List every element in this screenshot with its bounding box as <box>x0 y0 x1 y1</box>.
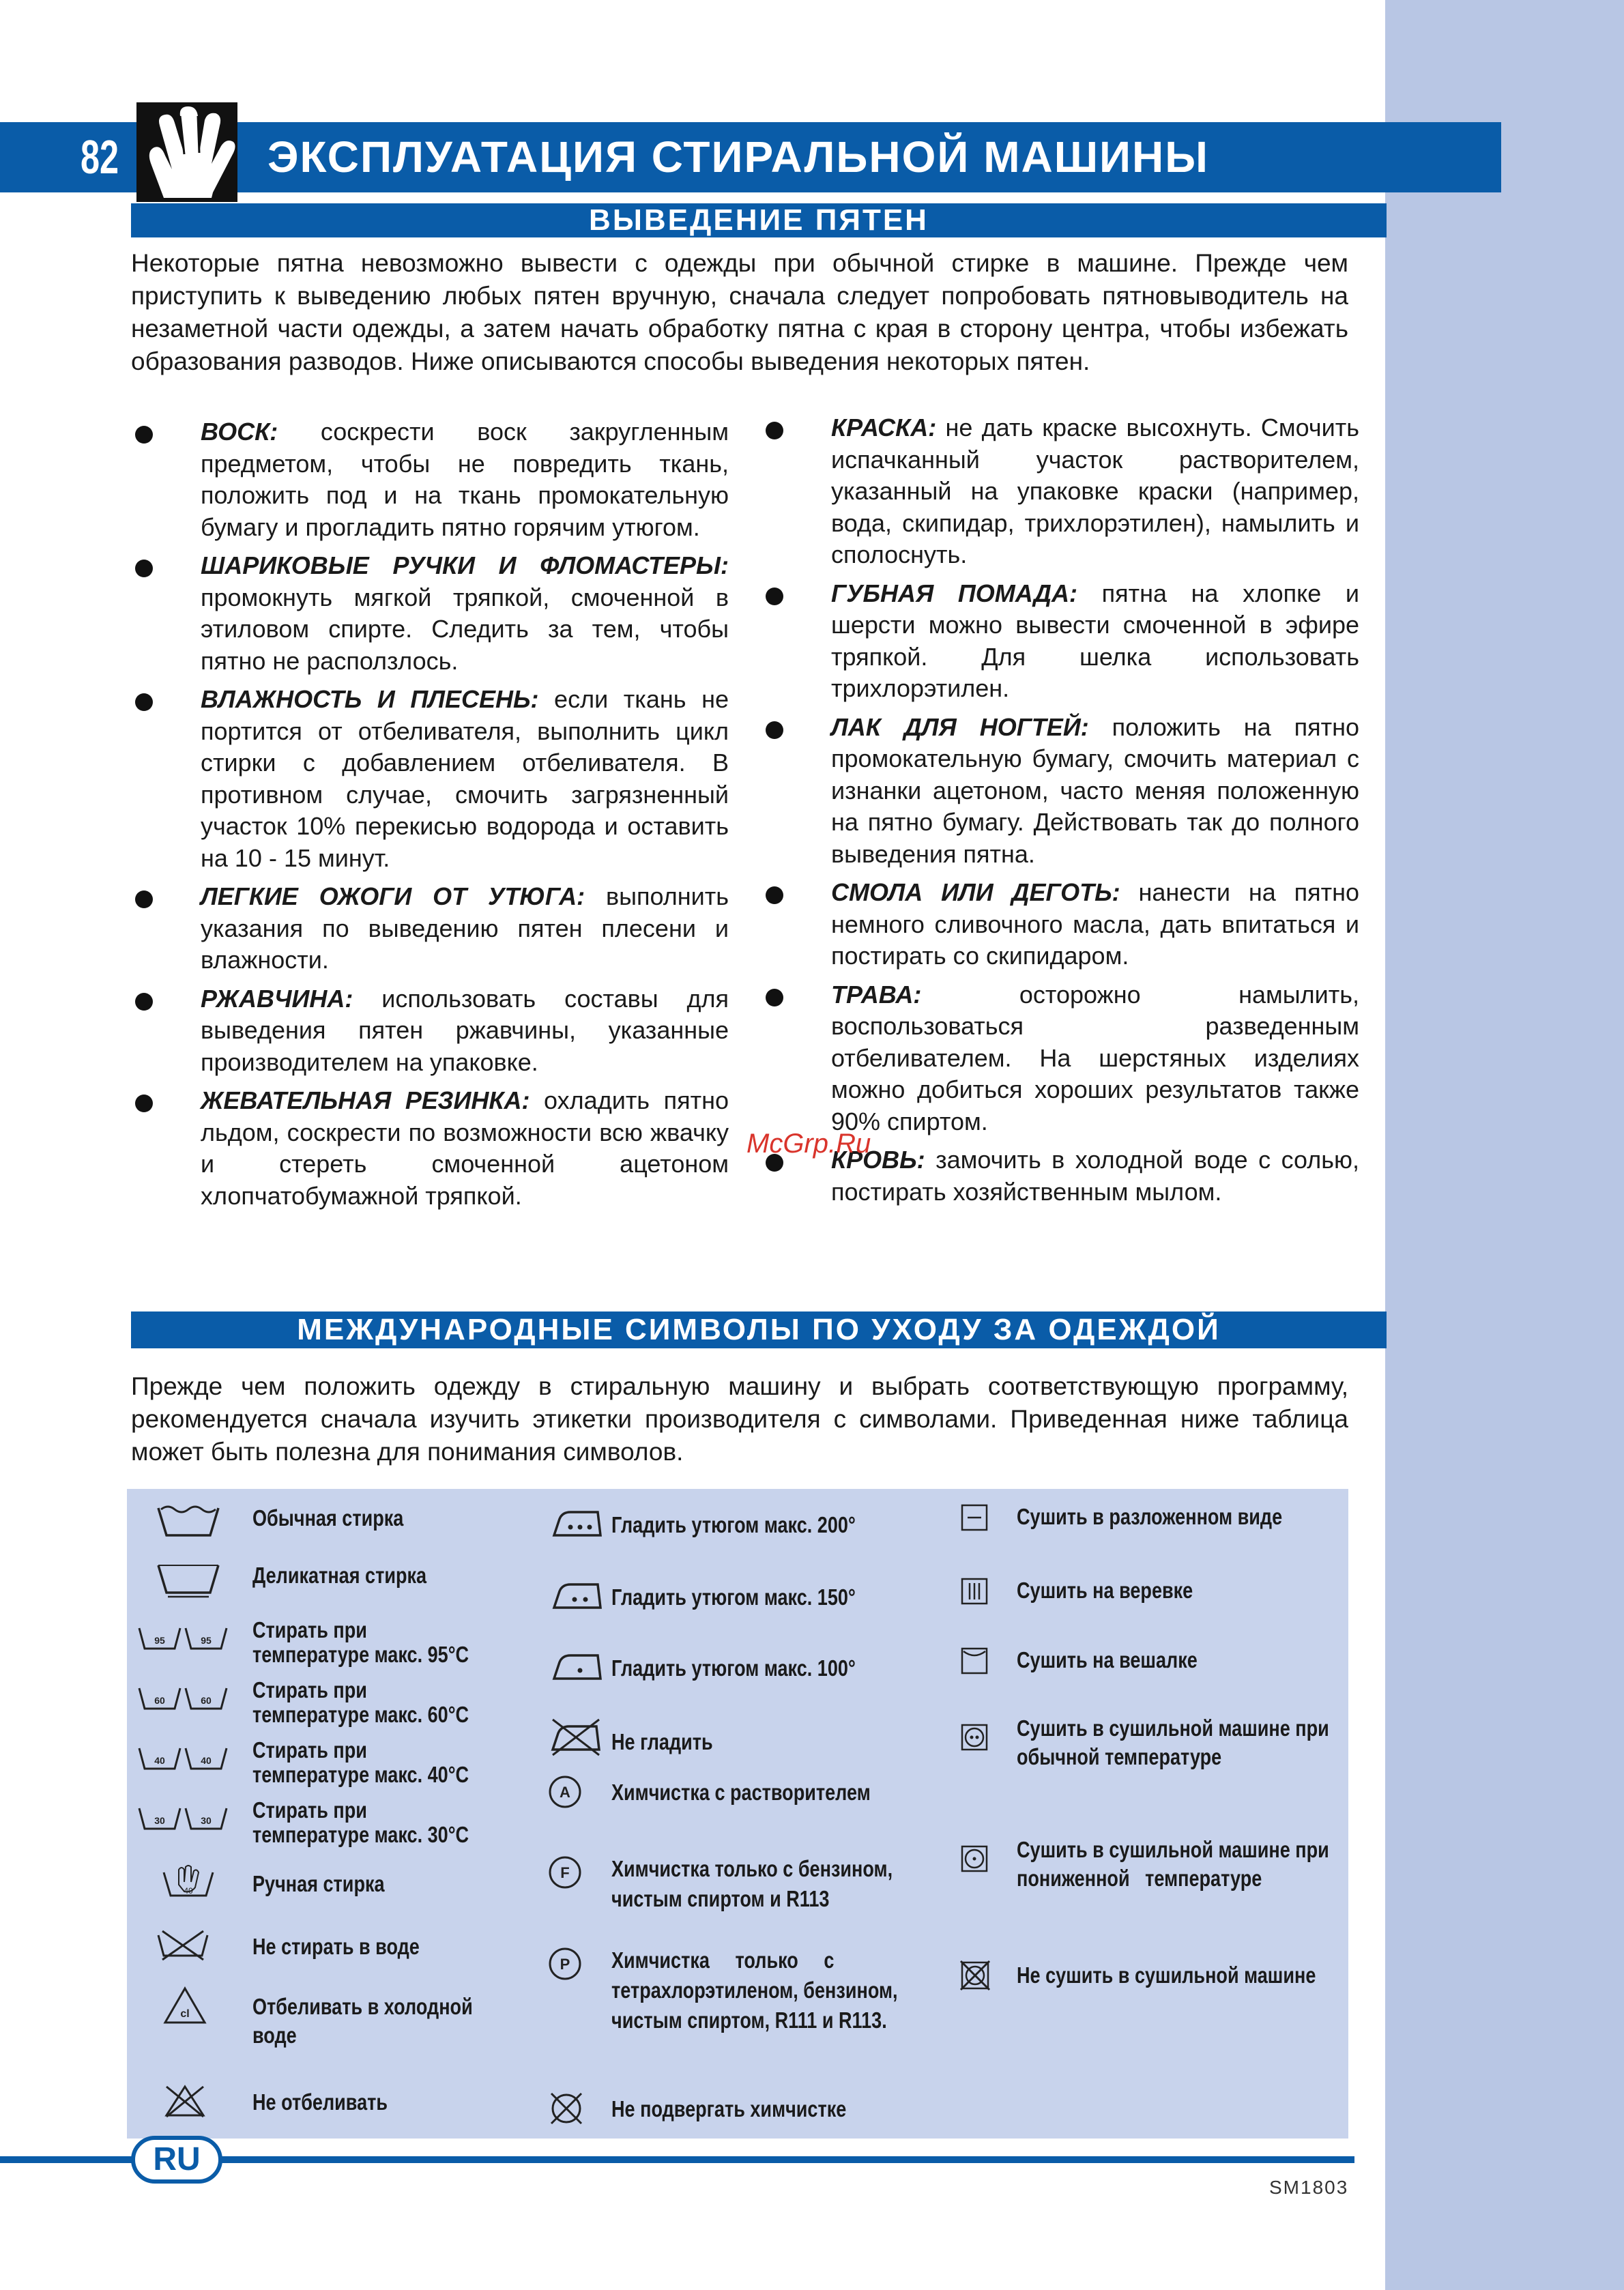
cold-bleach-icon <box>161 1986 209 2027</box>
bullet-icon <box>766 422 783 439</box>
bullet-icon <box>135 560 153 577</box>
list-item: ШАРИКОВЫЕ РУЧКИ И ФЛОМАСТЕРЫ: промокнуть мягкой тряпкой, смоченной в этиловом спирте. Следить за тем, чтобы пятно не расползлось. <box>135 550 729 677</box>
hand-icon <box>136 102 237 202</box>
list-item: ЖЕВАТЕЛЬНАЯ РЕЗИНКА: охладить пятно льдом, соскрести по возможности всю жвачку и стереть смоченной ацетоном хлопчатобумажной тряпкой. <box>135 1085 729 1212</box>
bullet-icon <box>135 890 153 908</box>
symbols-intro: Прежде чем положить одежду в стиральную машину и выбрать соответствующую программу, рекомендуется сначала изучить этикетки производителя с символами. Приведенная ниже таблица может быть полезна для понимания символов. <box>131 1372 1348 1466</box>
bullet-icon <box>135 426 153 444</box>
line-dry-icon <box>959 1576 989 1606</box>
bullet-icon <box>135 1095 153 1112</box>
list-item: КРОВЬ: замочить в холодной воде с солью, постирать хозяйственным мылом. <box>766 1144 1359 1208</box>
page-number: 82 <box>81 130 119 184</box>
list-item: ВЛАЖНОСТЬ И ПЛЕСЕНЬ: если ткань не портится от отбеливателя, выполнить цикл стирки с добавлением отбеливателя. В противном случае, смочить загрязненный участок 10% перекисью водорода и оставить на 10 - 15 минут. <box>135 684 729 874</box>
iron-150-icon <box>550 1579 605 1612</box>
wash-40-icon <box>136 1745 229 1773</box>
no-tumble-dry-icon <box>958 1958 992 1992</box>
list-item: СМОЛА ИЛИ ДЕГОТЬ: нанести на пятно немного сливочного масла, дать впитаться и постирать со скипидаром. <box>766 877 1359 972</box>
list-item: КРАСКА: не дать краске высохнуть. Смочить испачканный участок растворителем, указанный на упаковке краски (например, вода, скипидар, трихлорэтилен), намылить и сполоснуть. <box>766 412 1359 571</box>
dry-clean-p-icon <box>547 1946 583 1982</box>
no-wash-icon <box>154 1928 212 1962</box>
wash-temp-label: 95 <box>154 1635 165 1646</box>
dry-clean-mark: F <box>560 1864 570 1881</box>
iron-200-icon <box>550 1507 605 1539</box>
wash-tub-icon <box>154 1503 222 1541</box>
bullet-icon <box>766 588 783 605</box>
gentle-wash-icon <box>154 1560 222 1598</box>
no-iron-icon <box>547 1717 605 1756</box>
iron-100-icon <box>550 1650 605 1683</box>
list-item: ЛЕГКИЕ ОЖОГИ ОТ УТЮГА: выполнить указания по выведению пятен плесени и влажности. <box>135 881 729 976</box>
document-code: SM1803 <box>1269 2177 1349 2198</box>
wash-60-icon <box>136 1685 229 1713</box>
language-badge: RU <box>131 2136 222 2184</box>
hand-wash-icon <box>161 1863 216 1901</box>
list-item: РЖАВЧИНА: использовать составы для выведения пятен ржавчины, указанные производителем на упаковке. <box>135 983 729 1079</box>
side-strip <box>1385 0 1624 2290</box>
no-bleach-icon <box>161 2083 209 2118</box>
svg-text:40: 40 <box>184 1886 193 1896</box>
dry-clean-mark: A <box>560 1784 570 1801</box>
list-item: ТРАВА: осторожно намылить, воспользоваться разведенным отбеливателем. На шерстяных изделиях можно добиться хороших результатов также 90% спиртом. <box>766 979 1359 1138</box>
care-symbols-table: Обычная стирка Деликатная стирка 95 95 Стирать при температуре макс. 95°С 60 60 Стирать при температуре макс. 60°С 40 40 Стирать при температуре макс. 40°С 30 30 Стирать при температуре макс. 30°С 40 Ручная стирка Не стирать в воде cl Отбеливать в холодной воде Не отбеливать Гладить утюгом макс. 200° Гладить утюгом макс. 150° Гладить утюгом макс. 100° Не гладить A Химчистка с растворителем F Химчистка только с бензином, чистым спиртом и R113 P Химчистка только с тетрахлорэтиленом, бензином, чистым спиртом, R111 и R113. Не подвергать химчистке Сушить в разложенном виде Сушить на веревке Сушить на вешалке Сушить в сушильной машине при обычной температуре Сушить в сушильной машине при пониженной температуре Не сушить в сушильной машине <box>127 1489 1348 2139</box>
dry-clean-f-icon <box>547 1855 583 1890</box>
bullet-icon <box>135 693 153 711</box>
bullet-icon <box>766 721 783 739</box>
list-item: ВОСК: соскрести воск закругленным предметом, чтобы не повредить ткань, положить под и на ткань промокательную бумагу и прогладить пятно горячим утюгом. <box>135 416 729 543</box>
wash-30-icon <box>136 1806 229 1833</box>
section-heading-stains: ВЫВЕДЕНИЕ ПЯТЕН <box>131 203 1387 237</box>
watermark: McGrp.Ru <box>746 1129 871 1159</box>
wash-95-icon <box>136 1625 229 1653</box>
dry-flat-icon <box>959 1503 989 1533</box>
wash-temp-label: 60 <box>154 1695 165 1706</box>
wash-temp-label: 40 <box>201 1755 212 1766</box>
tumble-dry-low-icon <box>959 1844 989 1874</box>
bleach-mark: cl <box>180 2008 190 2020</box>
wash-temp-label: 30 <box>154 1815 165 1826</box>
tumble-dry-normal-icon <box>959 1722 989 1752</box>
list-item: ЛАК ДЛЯ НОГТЕЙ: положить на пятно промокательную бумагу, смочить материал с изнанки ацетоном, часто меняя положенную на пятно бумагу. Действовать так до полного выведения пятна. <box>766 712 1359 871</box>
page-title: ЭКСПЛУАТАЦИЯ СТИРАЛЬНОЙ МАШИНЫ <box>267 132 1209 182</box>
hanger-dry-icon <box>959 1646 989 1676</box>
dry-clean-mark: P <box>560 1956 570 1973</box>
bullet-icon <box>135 993 153 1011</box>
stains-left-column <box>135 416 729 1219</box>
stains-right-column <box>766 412 1359 1215</box>
wash-temp-label: 30 <box>201 1815 212 1826</box>
bullet-icon <box>766 886 783 904</box>
list-item: ГУБНАЯ ПОМАДА: пятна на хлопке и шерсти можно вывести смоченной в эфире тряпкой. Для шелка использовать трихлорэтилен. <box>766 578 1359 705</box>
wash-temp-label: 60 <box>201 1695 212 1706</box>
dry-clean-a-icon <box>547 1774 583 1810</box>
stains-intro: Некоторые пятна невозможно вывести с одежды при обычной стирке в машине. Прежде чем приступить к выведению любых пятен вручную, сначала следует попробовать пятновыводитель на незаметной части одежды, а затем начать обработку пятна с края в сторону центра, чтобы избежать образования разводов. Ниже описываются способы выведения некоторых пятен. <box>131 249 1348 375</box>
bullet-icon <box>766 989 783 1006</box>
wash-temp-label: 95 <box>201 1635 212 1646</box>
section-heading-symbols: МЕЖДУНАРОДНЫЕ СИМВОЛЫ ПО УХОДУ ЗА ОДЕЖДОЙ <box>131 1311 1387 1348</box>
no-dry-clean-icon <box>547 2089 585 2128</box>
wash-temp-label: 40 <box>154 1755 165 1766</box>
